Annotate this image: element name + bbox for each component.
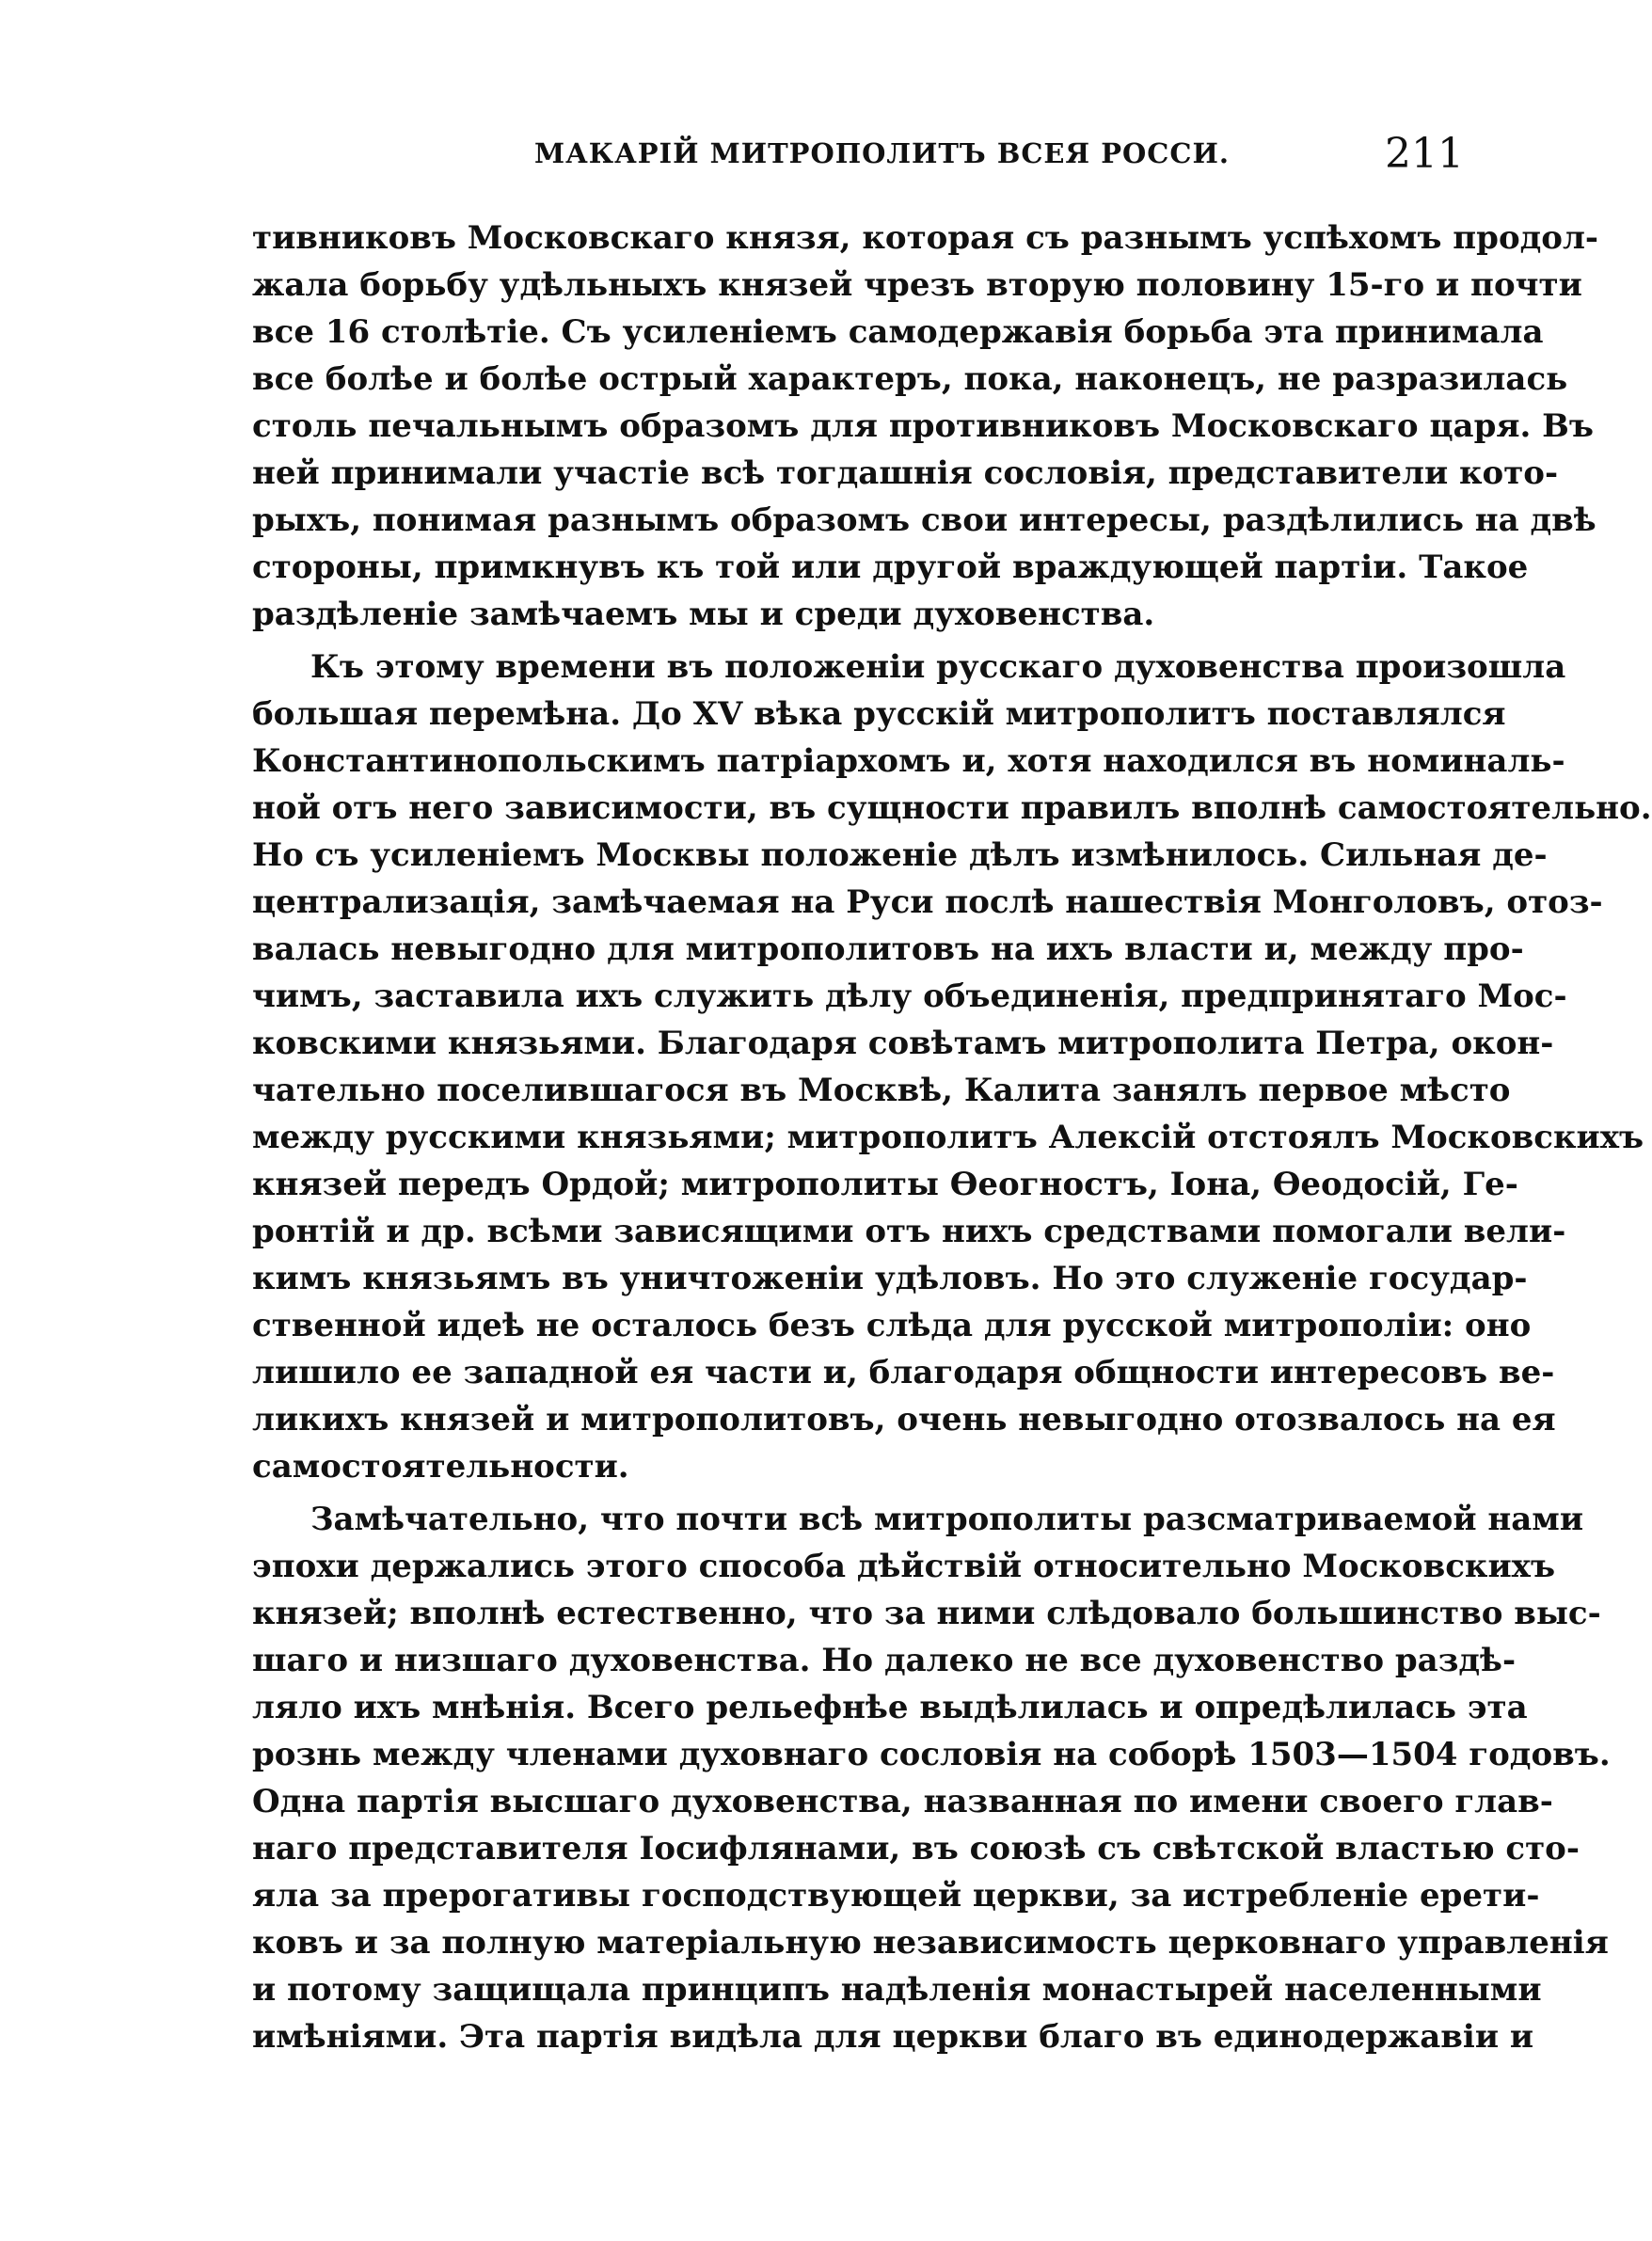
text-line: князей передъ Ордой; митрополиты Ѳеогностъ, Іона, Ѳеодосій, Ге- [252, 1166, 1518, 1203]
text-line: лишило ее западной ея части и, благодаря общности интересовъ ве- [252, 1354, 1555, 1391]
text-line: Но съ усиленіемъ Москвы положеніе дѣлъ измѣнилось. Сильная де- [252, 836, 1548, 874]
text-line: самостоятельности. [252, 1448, 629, 1486]
text-line: валась невыгодно для митрополитовъ на ихъ власти и, между про- [252, 930, 1524, 968]
text-line: Константинопольскимъ патріархомъ и, хотя находился въ номиналь- [252, 742, 1565, 780]
text-line: ней принимали участіе всѣ тогдашнія сословія, представители кото- [252, 454, 1559, 492]
text-line: яла за прерогативы господствующей церкви, за истребленіе ерети- [252, 1877, 1540, 1915]
body-text [252, 215, 1652, 2060]
page-number: 211 [1385, 130, 1464, 178]
text-line: ственной идеѣ не осталось безъ слѣда для русской митрополіи: оно [252, 1307, 1532, 1344]
text-line: ронтій и др. всѣми зависящими отъ нихъ средствами помогали вели- [252, 1213, 1566, 1250]
text-line: ликихъ князей и митрополитовъ, очень невыгодно отозвалось на ея [252, 1401, 1556, 1438]
text-line: чимъ, заставила ихъ служить дѣлу объединенія, предпринятаго Мос- [252, 977, 1567, 1015]
text-line: кимъ князьямъ въ уничтоженіи удѣловъ. Но это служеніе государ- [252, 1260, 1528, 1297]
text-line: большая перемѣна. До XV вѣка русскій митрополитъ поставлялся [252, 695, 1506, 733]
text-line: Замѣчательно, что почти всѣ митрополиты разсматриваемой нами [310, 1501, 1584, 1538]
text-line: все 16 столѣтіе. Съ усиленіемъ самодержавія борьба эта принимала [252, 313, 1544, 351]
text-line: чательно поселившагося въ Москвѣ, Калита занялъ первое мѣсто [252, 1072, 1511, 1109]
text-line: князей; вполнѣ естественно, что за ними слѣдовало большинство выс- [252, 1595, 1601, 1632]
text-line: тивниковъ Московскаго князя, которая съ разнымъ успѣхомъ продол- [252, 219, 1599, 257]
running-title: МАКАРІЙ МИТРОПОЛИТЪ ВСЕЯ РОССИ. [534, 137, 1230, 169]
running-head [252, 130, 1464, 186]
text-line: жала борьбу удѣльныхъ князей чрезъ вторую половину 15-го и почти [252, 266, 1582, 304]
text-line: имѣніями. Эта партія видѣла для церкви благо въ единодержавіи и [252, 2018, 1534, 2056]
paragraph-3 [252, 1496, 1611, 2060]
text-line: ковскими князьями. Благодаря совѣтамъ митрополита Петра, окон- [252, 1025, 1554, 1062]
text-line: ляло ихъ мнѣнія. Всего рельефнѣе выдѣлилась и опредѣлилась эта [252, 1689, 1528, 1726]
text-line: эпохи держались этого способа дѣйствій относительно Московскихъ [252, 1548, 1556, 1585]
text-line: шаго и низшаго духовенства. Но далеко не все духовенство раздѣ- [252, 1642, 1517, 1679]
text-line: рыхъ, понимая разнымъ образомъ свои интересы, раздѣлились на двѣ [252, 501, 1596, 539]
text-line: наго представителя Іосифлянами, въ союзѣ съ свѣтской властью сто- [252, 1830, 1580, 1868]
paragraph-1 [252, 215, 1599, 638]
text-line: ной отъ него зависимости, въ сущности правилъ вполнѣ самостоятельно. [252, 789, 1652, 827]
text-line: столь печальнымъ образомъ для противниковъ Московскаго царя. Въ [252, 407, 1594, 445]
text-line: и потому защищала принципъ надѣленія монастырей населенными [252, 1971, 1542, 2009]
text-line: между русскими князьями; митрополитъ Алексій отстоялъ Московскихъ [252, 1119, 1644, 1156]
text-line: все болѣе и болѣе острый характеръ, пока, наконецъ, не разразилась [252, 360, 1568, 398]
text-line: Одна партія высшаго духовенства, названная по имени своего глав- [252, 1783, 1553, 1820]
text-line: централизація, замѣчаемая на Руси послѣ нашествія Монголовъ, отоз- [252, 883, 1603, 921]
paragraph-2 [252, 644, 1652, 1490]
text-line: раздѣленіе замѣчаемъ мы и среди духовенства. [252, 596, 1155, 633]
text-line: Къ этому времени въ положеніи русскаго духовенства произошла [310, 648, 1566, 686]
text-line: рознь между членами духовнаго сословія на соборѣ 1503—1504 годовъ. [252, 1736, 1611, 1773]
text-line: ковъ и за полную матеріальную независимость церковнаго управленія [252, 1924, 1609, 1962]
text-line: стороны, примкнувъ къ той или другой враждующей партіи. Такое [252, 548, 1529, 586]
